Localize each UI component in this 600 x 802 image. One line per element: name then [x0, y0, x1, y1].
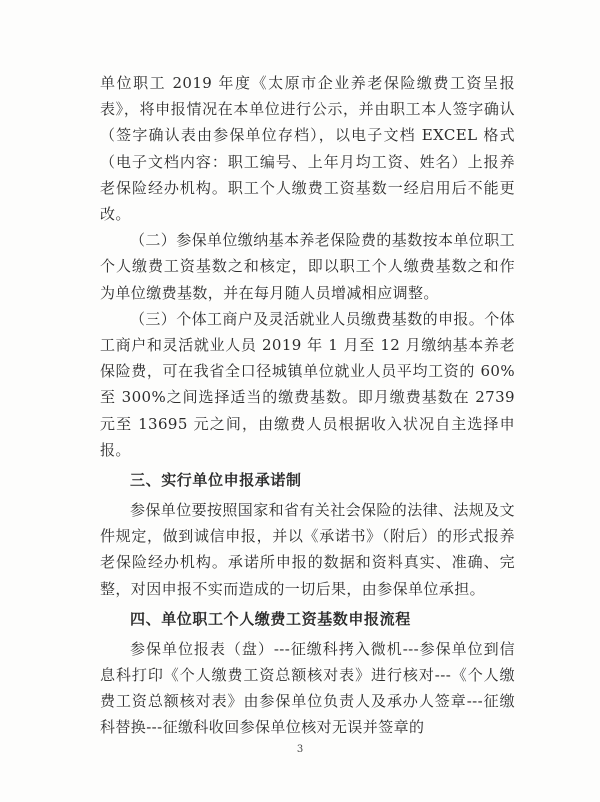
paragraph-process: 参保单位报表（盘）---征缴科拷入微机---参保单位到信息科打印《个人缴费工资总额核对表》进行核对---《个人缴费工资总额核对表》由参保单位负责人及承办人签章---征缴科替换---征缴科收回参保单位核对无误并签章的: [100, 639, 515, 737]
paragraph-item-3: （三）个体工商户及灵活就业人员缴费基数的申报。个体工商户和灵活就业人员 2019 年 1 月至 12 月缴纳基本养老保险费，可在我省全口径城镇单位就业人员平均工资的 60%至 300%之间选择适当的缴费基数。即月缴费基数在 2739 元至 13695 元之间，由缴费人员根据收入状况自主选择申报。: [100, 309, 516, 459]
section-heading-3: 三、实行单位申报承诺制: [130, 471, 302, 490]
section-heading-4: 四、单位职工个人缴费工资基数申报流程: [130, 609, 411, 628]
paragraph-item-2: （二）参保单位缴纳基本养老保险费的基数按本单位职工个人缴费工资基数之和核定，即以职工个人缴费基数之和作为单位缴费基数，并在每月随人员增减相应调整。: [100, 231, 516, 302]
document-body: [100, 70, 515, 741]
paragraph-commitment: 参保单位要按照国家和省有关社会保险的法律、法规及文件规定，做到诚信申报，并以《承诺书》（附后）的形式报养老保险经办机构。承诺所申报的数据和资料真实、准确、完整，对因申报不实而造成的一切后果，由参保单位承担。: [100, 501, 516, 598]
page-number: 3: [296, 744, 304, 755]
paragraph-intro: 单位职工 2019 年度《太原市企业养老保险缴费工资呈报表》，将申报情况在本单位进行公示，并由职工本人签字确认（签字确认表由参保单位存档），以电子文档 EXCEL 格式（电子文档内容：职工编号、上年月均工资、姓名）上报养老保险经办机构。职工个人缴费工资基数一经启用后不能更改。: [100, 74, 515, 224]
